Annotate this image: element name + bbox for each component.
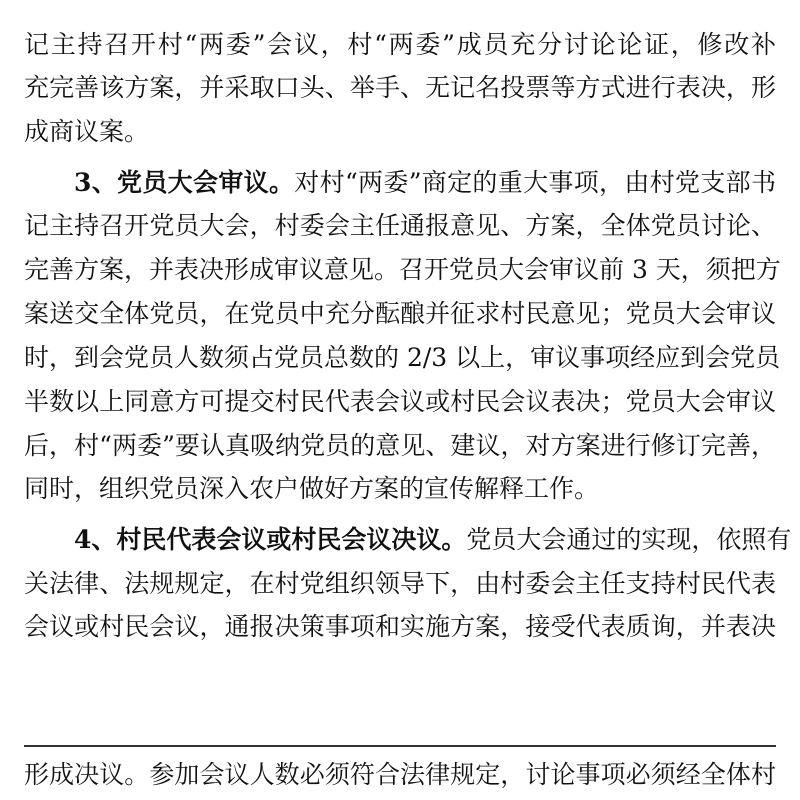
text-line: 半数以上同意方可提交村民代表会议或村民会议表决；党员大会审议 — [24, 387, 776, 416]
text-line: 时，到会党员人数须占党员总数的 2/3 以上，审议事项经应到会党员 — [24, 343, 781, 372]
section4-heading: 4、村民代表会议或村民会议决议。 — [74, 525, 467, 554]
text-line: 同时，组织党员深入农户做好方案的宣传解释工作。 — [24, 474, 600, 503]
text-line: 充完善该方案，并采取口头、举手、无记名投票等方式进行表决，形 — [24, 73, 776, 102]
text-line: 记主持召开村“两委”会议，村“两委”成员充分讨论论证，修改补 — [24, 30, 776, 59]
text-line: 会议或村民会议，通报决策事项和实施方案，接受代表质询，并表决 — [24, 612, 776, 641]
text-line: 完善方案，并表决形成审议意见。召开党员大会审议前 3 天，须把方 — [24, 255, 781, 284]
text-line: 记主持召开党员大会，村委会主任通报意见、方案，全体党员讨论、 — [24, 211, 776, 240]
page-break-divider — [24, 745, 776, 747]
text-line: 后，村“两委”要认真吸纳党员的意见、建议，对方案进行修订完善， — [24, 431, 776, 460]
text-line: 案送交全体党员，在党员中充分酝酿并征求村民意见；党员大会审议 — [24, 299, 776, 328]
text-line: 成商议案。 — [24, 117, 150, 146]
section4-first-line — [74, 523, 792, 557]
text-line: 形成决议。参加会议人数必须符合法律规定，讨论事项必须经全体村 — [24, 760, 776, 789]
section3-first-line — [74, 166, 776, 200]
section3-heading: 3、党员大会审议。 — [74, 168, 295, 197]
text-span: 对村“两委”商定的重大事项，由村党支部书 — [294, 168, 776, 197]
text-line: 关法律、法规规定，在村党组织领导下，由村委会主任支持村民代表 — [24, 569, 776, 598]
text-span: 党员大会通过的实现，依照有 — [466, 525, 792, 554]
